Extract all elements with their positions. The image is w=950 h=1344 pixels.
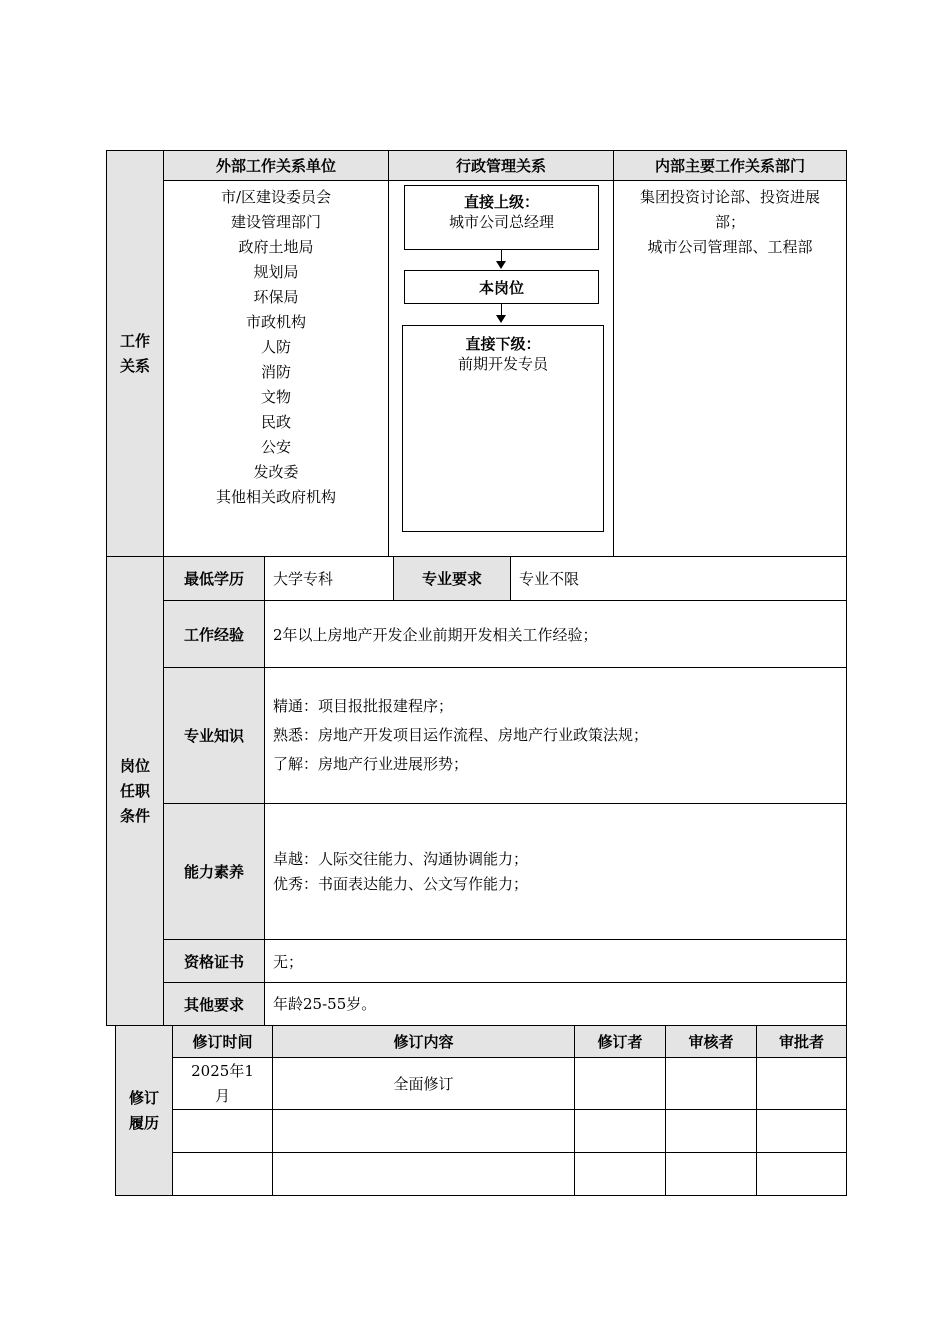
superior-box [404, 185, 599, 250]
certificate-label: 资格证书 [163, 939, 265, 983]
external-unit-item: 公安 [260, 438, 291, 456]
self-position-box: 本岗位 [404, 270, 599, 304]
header-admin-relations: 行政管理关系 [388, 150, 614, 181]
external-unit-item: 政府土地局 [238, 238, 314, 256]
external-unit-item: 规划局 [253, 263, 299, 281]
revision-cell-time [172, 1152, 273, 1196]
revision-cell-reviser [574, 1057, 666, 1110]
revision-header-reviser: 修订者 [574, 1025, 666, 1058]
knowledge-label: 专业知识 [163, 667, 265, 804]
major-value: 专业不限 [510, 556, 847, 601]
revision-cell-reviser [574, 1152, 666, 1196]
experience-value: 2年以上房地产开发企业前期开发相关工作经验； [264, 600, 847, 668]
revision-cell-reviser [574, 1109, 666, 1153]
external-unit-item: 环保局 [253, 288, 299, 306]
external-unit-item: 市/区建设委员会 [220, 188, 332, 206]
knowledge-line: 熟悉：房地产开发项目运作流程、房地产行业政策法规； [273, 726, 649, 744]
other-value: 年龄25-55岁。 [264, 982, 847, 1026]
subordinate-box [402, 325, 604, 532]
revision-header-approver: 审批者 [756, 1025, 847, 1058]
header-internal-departments: 内部主要工作关系部门 [613, 150, 847, 181]
revision-header-reviewer: 审核者 [665, 1025, 757, 1058]
work-relations-label: 工作 关系 [119, 331, 150, 375]
ability-line: 卓越：人际交往能力、沟通协调能力； [273, 849, 529, 868]
revision-cell-time [172, 1109, 273, 1153]
subordinate-title: 直接下级： [465, 335, 541, 353]
internal-departments-list [614, 181, 846, 260]
revision-cell-approver [756, 1109, 847, 1153]
ability-value-cell [264, 803, 847, 940]
revision-cell-content [272, 1152, 575, 1196]
major-label: 专业要求 [393, 556, 511, 601]
knowledge-line: 精通：项目报批报建程序； [273, 697, 454, 715]
internal-department-item: 城市公司管理部、工程部 [647, 238, 813, 256]
revision-cell-approver [756, 1152, 847, 1196]
qualifications-label: 岗位 任职 条件 [119, 756, 150, 825]
revision-header-time: 修订时间 [172, 1025, 273, 1058]
external-unit-item: 消防 [260, 363, 291, 381]
header-external-units: 外部工作关系单位 [163, 150, 389, 181]
revision-cell-approver [756, 1057, 847, 1110]
arrow-down-icon [496, 315, 506, 323]
ability-line: 优秀：书面表达能力、公文写作能力； [273, 874, 529, 893]
revision-header-content: 修订内容 [272, 1025, 575, 1058]
superior-title: 直接上级： [463, 193, 539, 211]
revision-cell-reviewer [665, 1152, 757, 1196]
revision-label: 修订 履历 [128, 1088, 159, 1132]
internal-department-item: 集团投资讨论部、投资进展部； [639, 188, 820, 231]
external-unit-item: 文物 [260, 388, 291, 406]
revision-cell-reviewer [665, 1057, 757, 1110]
subordinate-value: 前期开发专员 [457, 355, 548, 373]
external-unit-item: 民政 [260, 413, 291, 431]
external-units-list [164, 181, 388, 510]
other-label: 其他要求 [163, 982, 265, 1026]
arrow-down-icon [496, 261, 506, 269]
education-value: 大学专科 [264, 556, 394, 601]
revision-cell-time: 2025年1 月 [172, 1057, 273, 1110]
revision-cell-reviewer [665, 1109, 757, 1153]
ability-label: 能力素养 [163, 803, 265, 940]
external-unit-item: 人防 [260, 338, 291, 356]
external-unit-item: 市政机构 [245, 313, 306, 331]
superior-value: 城市公司总经理 [448, 213, 554, 231]
certificate-value: 无； [264, 939, 847, 983]
revision-cell-content: 全面修订 [272, 1057, 575, 1110]
knowledge-value-cell [264, 667, 847, 804]
education-label: 最低学历 [163, 556, 265, 601]
external-units-cell [163, 180, 389, 557]
external-unit-item: 建设管理部门 [230, 213, 321, 231]
internal-departments-cell [613, 180, 847, 557]
experience-label: 工作经验 [163, 600, 265, 668]
external-unit-item: 发改委 [253, 463, 299, 481]
revision-cell-content [272, 1109, 575, 1153]
external-unit-item: 其他相关政府机构 [215, 488, 336, 506]
knowledge-line: 了解：房地产行业进展形势； [273, 755, 469, 773]
